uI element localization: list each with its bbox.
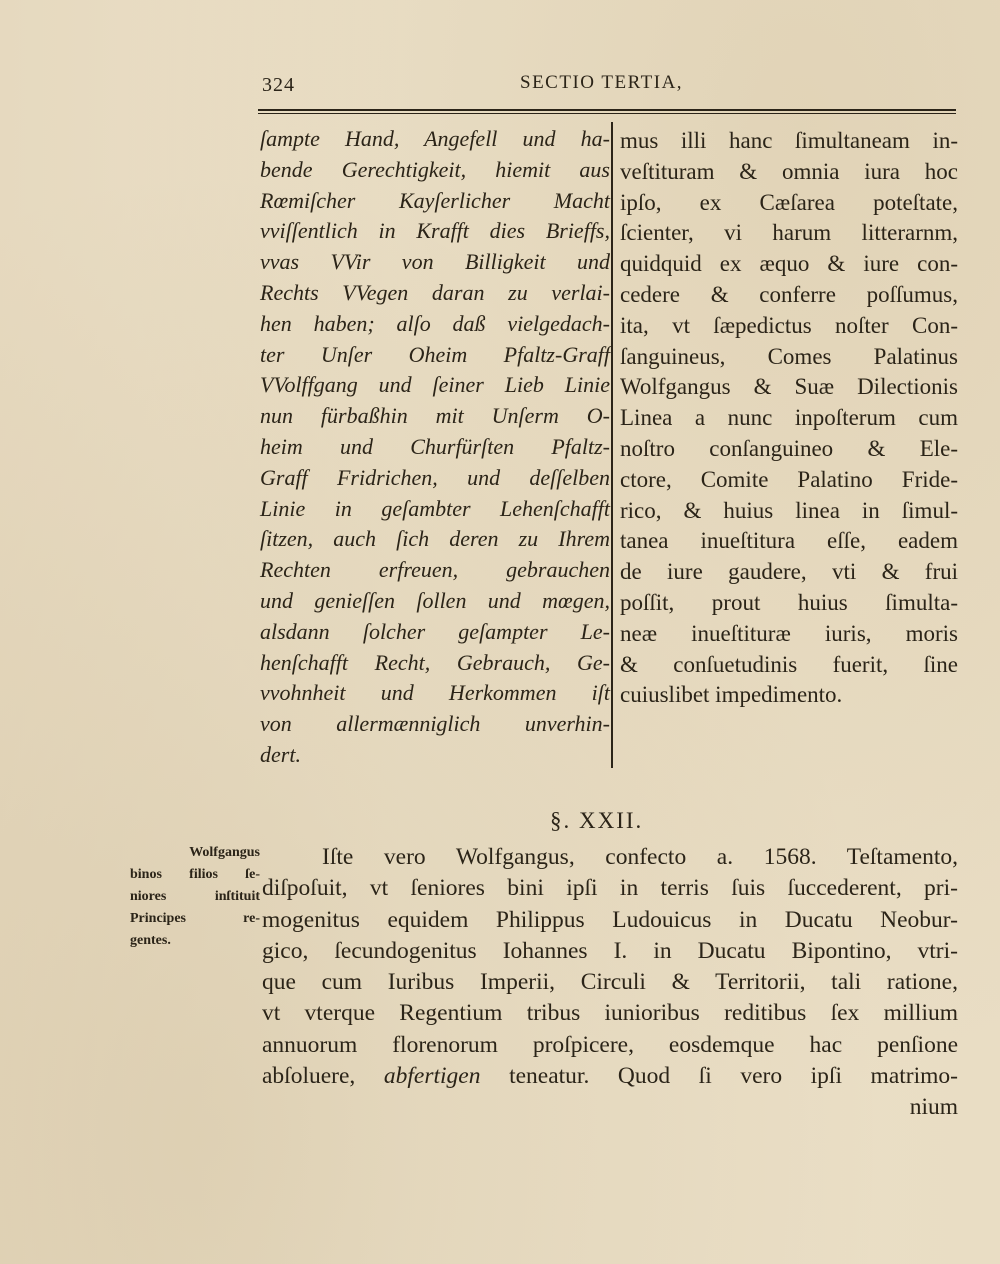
page-header <box>258 66 958 106</box>
paragraph-line: vt vterque Regentium tribus iunioribus reditibus ſex millium <box>262 1000 958 1027</box>
latin-line: cuiuslibet impedimento. <box>620 682 843 708</box>
latin-line: ctore, Comite Palatino Fride- <box>620 466 958 492</box>
page-number: 324 <box>262 74 295 96</box>
paragraph-line: mogenitus equidem Philippus Ludouicus in Ducatu Neobur- <box>262 906 958 933</box>
latin-line: Wolfgangus & Suæ Dilectionis <box>620 374 958 400</box>
paragraph <box>262 842 958 1124</box>
column-divider <box>611 122 613 768</box>
paragraph-line: diſpoſuit, vt ſeniores bini ipſi in terris ſuis ſuccederent, pri- <box>262 875 958 902</box>
section-heading: §. XXII. <box>550 808 644 833</box>
latin-line: ipſo, ex Cæſarea poteſtate, <box>620 189 958 215</box>
latin-line: Linea a nunc inpoſterum cum <box>620 405 958 431</box>
german-column <box>260 124 610 771</box>
german-line: von allermænniglich unverhin- <box>260 711 610 737</box>
german-line: heim und Churfürſten Pfaltz- <box>260 433 610 459</box>
german-line: vviſſentlich in Krafft dies Brieffs, <box>260 218 610 244</box>
german-line: Rechten erfreuen, gebrauchen <box>260 557 610 583</box>
german-line: Graff Fridrichen, und deſſelben <box>260 464 610 490</box>
margin-note-line: gentes. <box>130 933 171 948</box>
margin-note-line: niores inſtituit <box>130 889 260 904</box>
german-line: und genieſſen ſollen und mœgen, <box>260 587 610 613</box>
latin-line: cedere & conferre poſſumus, <box>620 281 958 307</box>
german-line: hen haben; alſo daß vielgedach- <box>260 310 610 336</box>
paragraph-segment: abſoluere, <box>262 1063 356 1090</box>
latin-line: ſcienter, vi harum litterarnm, <box>620 220 958 246</box>
latin-line: quidquid ex æquo & iure con- <box>620 251 958 277</box>
paragraph-segment: teneatur. Quod ſi vero ipſi matrimo- <box>509 1063 959 1090</box>
german-line: Linie in geſambter Lehenſchafft <box>260 495 610 521</box>
latin-line: noſtro conſanguineo & Ele- <box>620 435 958 461</box>
latin-line: rico, & huius linea in ſimul- <box>620 497 958 523</box>
latin-line: veſtituram & omnia iura hoc <box>620 158 958 184</box>
latin-line: de iure gaudere, vti & frui <box>620 559 958 585</box>
latin-line: ita, vt ſæpedictus noſter Con- <box>620 312 958 338</box>
latin-line: ſanguineus, Comes Palatinus <box>620 343 958 369</box>
paragraph-line <box>262 1061 958 1092</box>
header-rule-thin <box>258 113 956 114</box>
german-line: henſchafft Recht, Gebrauch, Ge- <box>260 649 610 675</box>
margin-note-line: binos filios ſe- <box>130 867 260 882</box>
german-line: ter Unſer Oheim Pfaltz-Graff <box>260 341 610 367</box>
latin-line: tanea inueſtitura eſſe, eadem <box>620 528 958 554</box>
paragraph-line: gico, ſecundogenitus Iohannes I. in Ducatu Bipontino, vtri- <box>262 937 958 964</box>
latin-line: mus illi hanc ſimultaneam in- <box>620 128 958 153</box>
margin-note-line: Wolfgangus <box>189 845 260 860</box>
latin-line: & conſuetudinis fuerit, ſine <box>620 651 958 677</box>
german-line: Rœmiſcher Kayſerlicher Macht <box>260 187 610 213</box>
german-line: VVolffgang und ſeiner Lieb Linie <box>260 372 610 398</box>
latin-line: poſſit, prout huius ſimulta- <box>620 589 958 615</box>
latin-column <box>620 126 958 711</box>
german-line: alsdann ſolcher geſampter Le- <box>260 618 610 644</box>
paragraph-line: annuorum florenorum proſpicere, eosdemque hac penſione <box>262 1031 958 1058</box>
running-head: SECTIO TERTIA, <box>520 72 684 93</box>
german-line: bende Gerechtigkeit, hiemit aus <box>260 156 610 182</box>
paragraph-line: Iſte vero Wolfgangus, confecto a. 1568. Teſtamento, <box>322 844 958 870</box>
german-line: Rechts VVegen daran zu verlai- <box>260 279 610 305</box>
german-line: ſitzen, auch ſich deren zu Ihrem <box>260 526 610 552</box>
german-line: dert. <box>260 741 301 767</box>
german-line: nun fürbaßhin mit Unſerm O- <box>260 403 610 429</box>
catchword: nium <box>909 1094 958 1121</box>
header-rule <box>258 109 956 111</box>
german-line: vvas VVir von Billigkeit und <box>260 249 610 275</box>
german-line: vvohnheit und Herkommen iſt <box>260 680 610 706</box>
paragraph-line: que cum Iuribus Imperii, Circuli & Territorii, tali ratione, <box>262 969 958 996</box>
german-line: ſampte Hand, Angefell und ha- <box>260 126 610 151</box>
margin-note-line: Principes re- <box>130 911 260 926</box>
latin-line: neæ inueſtituræ iuris, moris <box>620 620 958 646</box>
italic-term: abfertigen <box>383 1063 481 1090</box>
margin-note <box>130 842 260 952</box>
